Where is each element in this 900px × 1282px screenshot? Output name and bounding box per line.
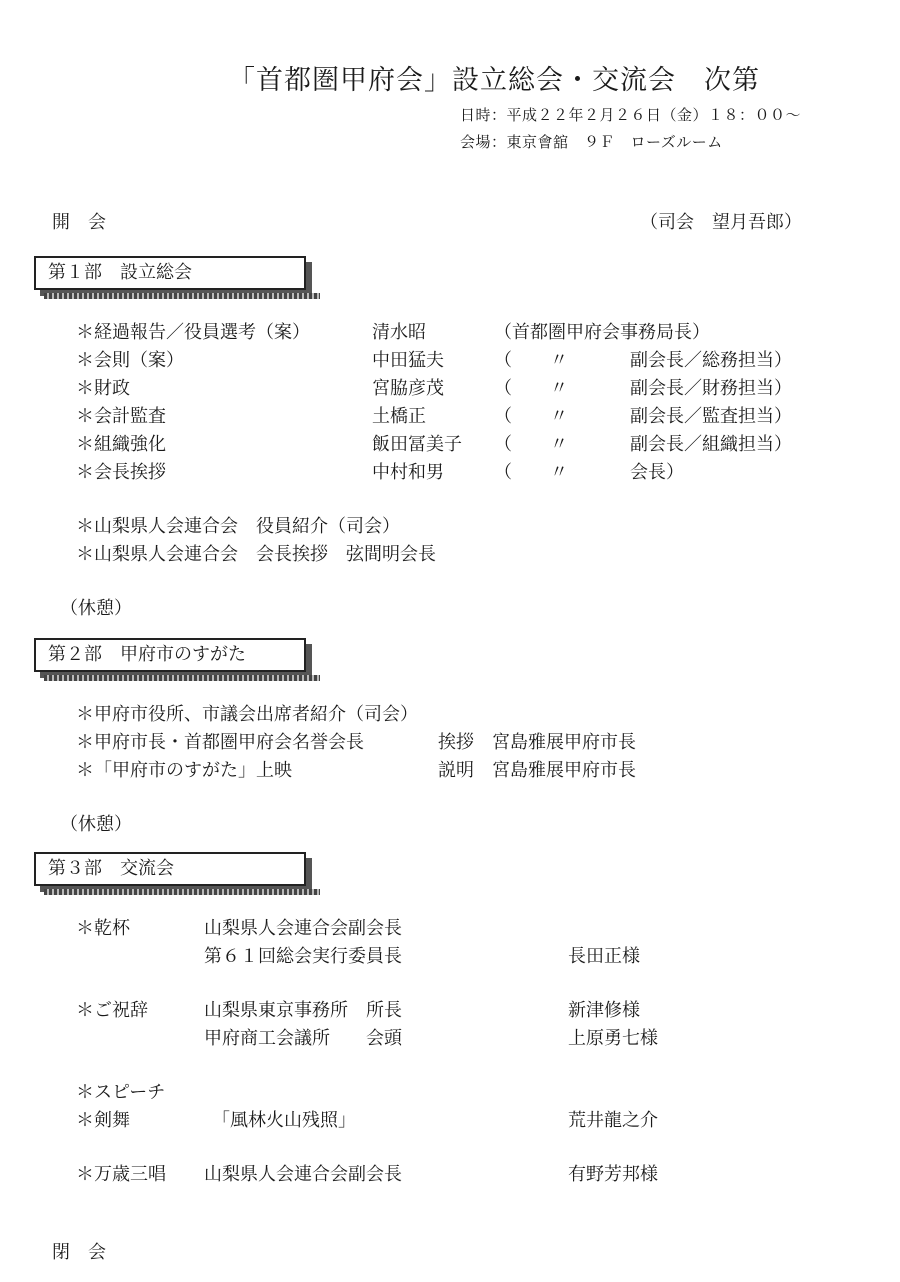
opening-mc: （司会 望月吾郎） [640,212,802,233]
agenda-role: （ [494,350,512,371]
agenda-role: （首都圏甲府会事務局長） [494,322,710,343]
shukuji-label: ＊ご祝辞 [76,1000,148,1021]
agenda-topic: ＊会計監査 [76,406,166,427]
agenda-person: 清水昭 [372,322,426,343]
part2-underline [44,675,320,681]
ditto-mark: 〃 [550,434,568,455]
kanpai-role: 第６１回総会実行委員長 [204,946,402,967]
event-datetime: 日時：平成２２年２月２６日（金）１８：００～ [460,106,802,124]
banzai-label: ＊万歳三唱 [76,1164,166,1185]
agenda-role: （ [494,406,512,427]
part3-heading-text: 第３部 交流会 [48,858,174,879]
part1-extra-line: ＊山梨県人会連合会 役員紹介（司会） [76,516,400,537]
agenda-person: 宮脇彦茂 [372,378,444,399]
part2-heading [34,638,306,672]
part2-line-speaker: 説明 宮島雅展甲府市長 [438,760,636,781]
part2-heading-text: 第２部 甲府市のすがた [48,644,246,665]
agenda-role-detail: 副会長／総務担当） [630,350,792,371]
part1-underline [44,293,320,299]
agenda-role-detail: 副会長／組織担当） [630,434,792,455]
shukuji-name: 上原勇七様 [568,1028,658,1049]
part1-heading [34,256,306,290]
kanpai-label: ＊乾杯 [76,918,130,939]
agenda-role: （ [494,462,512,483]
agenda-role: （ [494,378,512,399]
part1-extra-line: ＊山梨県人会連合会 会長挨拶 弦間明会長 [76,544,436,565]
agenda-person: 土橋正 [372,406,426,427]
agenda-role: （ [494,434,512,455]
agenda-person: 飯田冨美子 [372,434,462,455]
banzai-name: 有野芳邦様 [568,1164,658,1185]
kenbu-title: 「風林火山残照」 [212,1110,356,1131]
closing-label: 閉 会 [52,1242,106,1263]
agenda-role-detail: 会長） [630,462,684,483]
break-label: （休憩） [60,598,132,619]
break-label: （休憩） [60,814,132,835]
part3-underline [44,889,320,895]
agenda-topic: ＊組織強化 [76,434,166,455]
part2-line: ＊甲府市長・首都圏甲府会名誉会長 [76,732,364,753]
shukuji-role: 甲府商工会議所 会頭 [204,1028,402,1049]
shukuji-name: 新津修様 [568,1000,640,1021]
agenda-topic: ＊会長挨拶 [76,462,166,483]
agenda-role-detail: 副会長／財務担当） [630,378,792,399]
document-title: 「首都圏甲府会」設立総会・交流会 次第 [228,65,760,96]
shukuji-role: 山梨県東京事務所 所長 [204,1000,402,1021]
ditto-mark: 〃 [550,350,568,371]
kenbu-label: ＊剣舞 [76,1110,130,1131]
agenda-person: 中村和男 [372,462,444,483]
opening-label: 開 会 [52,212,106,233]
part2-line-speaker: 挨拶 宮島雅展甲府市長 [438,732,636,753]
agenda-topic: ＊経過報告／役員選考（案） [76,322,310,343]
banzai-role: 山梨県人会連合会副会長 [204,1164,402,1185]
speech-label: ＊スピーチ [76,1082,166,1103]
part2-line: ＊「甲府市のすがた」上映 [76,760,292,781]
part1-heading-text: 第１部 設立総会 [48,262,192,283]
ditto-mark: 〃 [550,462,568,483]
agenda-person: 中田猛夫 [372,350,444,371]
ditto-mark: 〃 [550,378,568,399]
agenda-role-detail: 副会長／監査担当） [630,406,792,427]
event-venue: 会場：東京會舘 ９Ｆ ローズルーム [460,133,723,151]
ditto-mark: 〃 [550,406,568,427]
kanpai-role: 山梨県人会連合会副会長 [204,918,402,939]
kenbu-name: 荒井龍之介 [568,1110,658,1131]
part2-line: ＊甲府市役所、市議会出席者紹介（司会） [76,704,418,725]
agenda-topic: ＊会則（案） [76,350,184,371]
kanpai-name: 長田正様 [568,946,640,967]
part3-heading [34,852,306,886]
agenda-topic: ＊財政 [76,378,130,399]
